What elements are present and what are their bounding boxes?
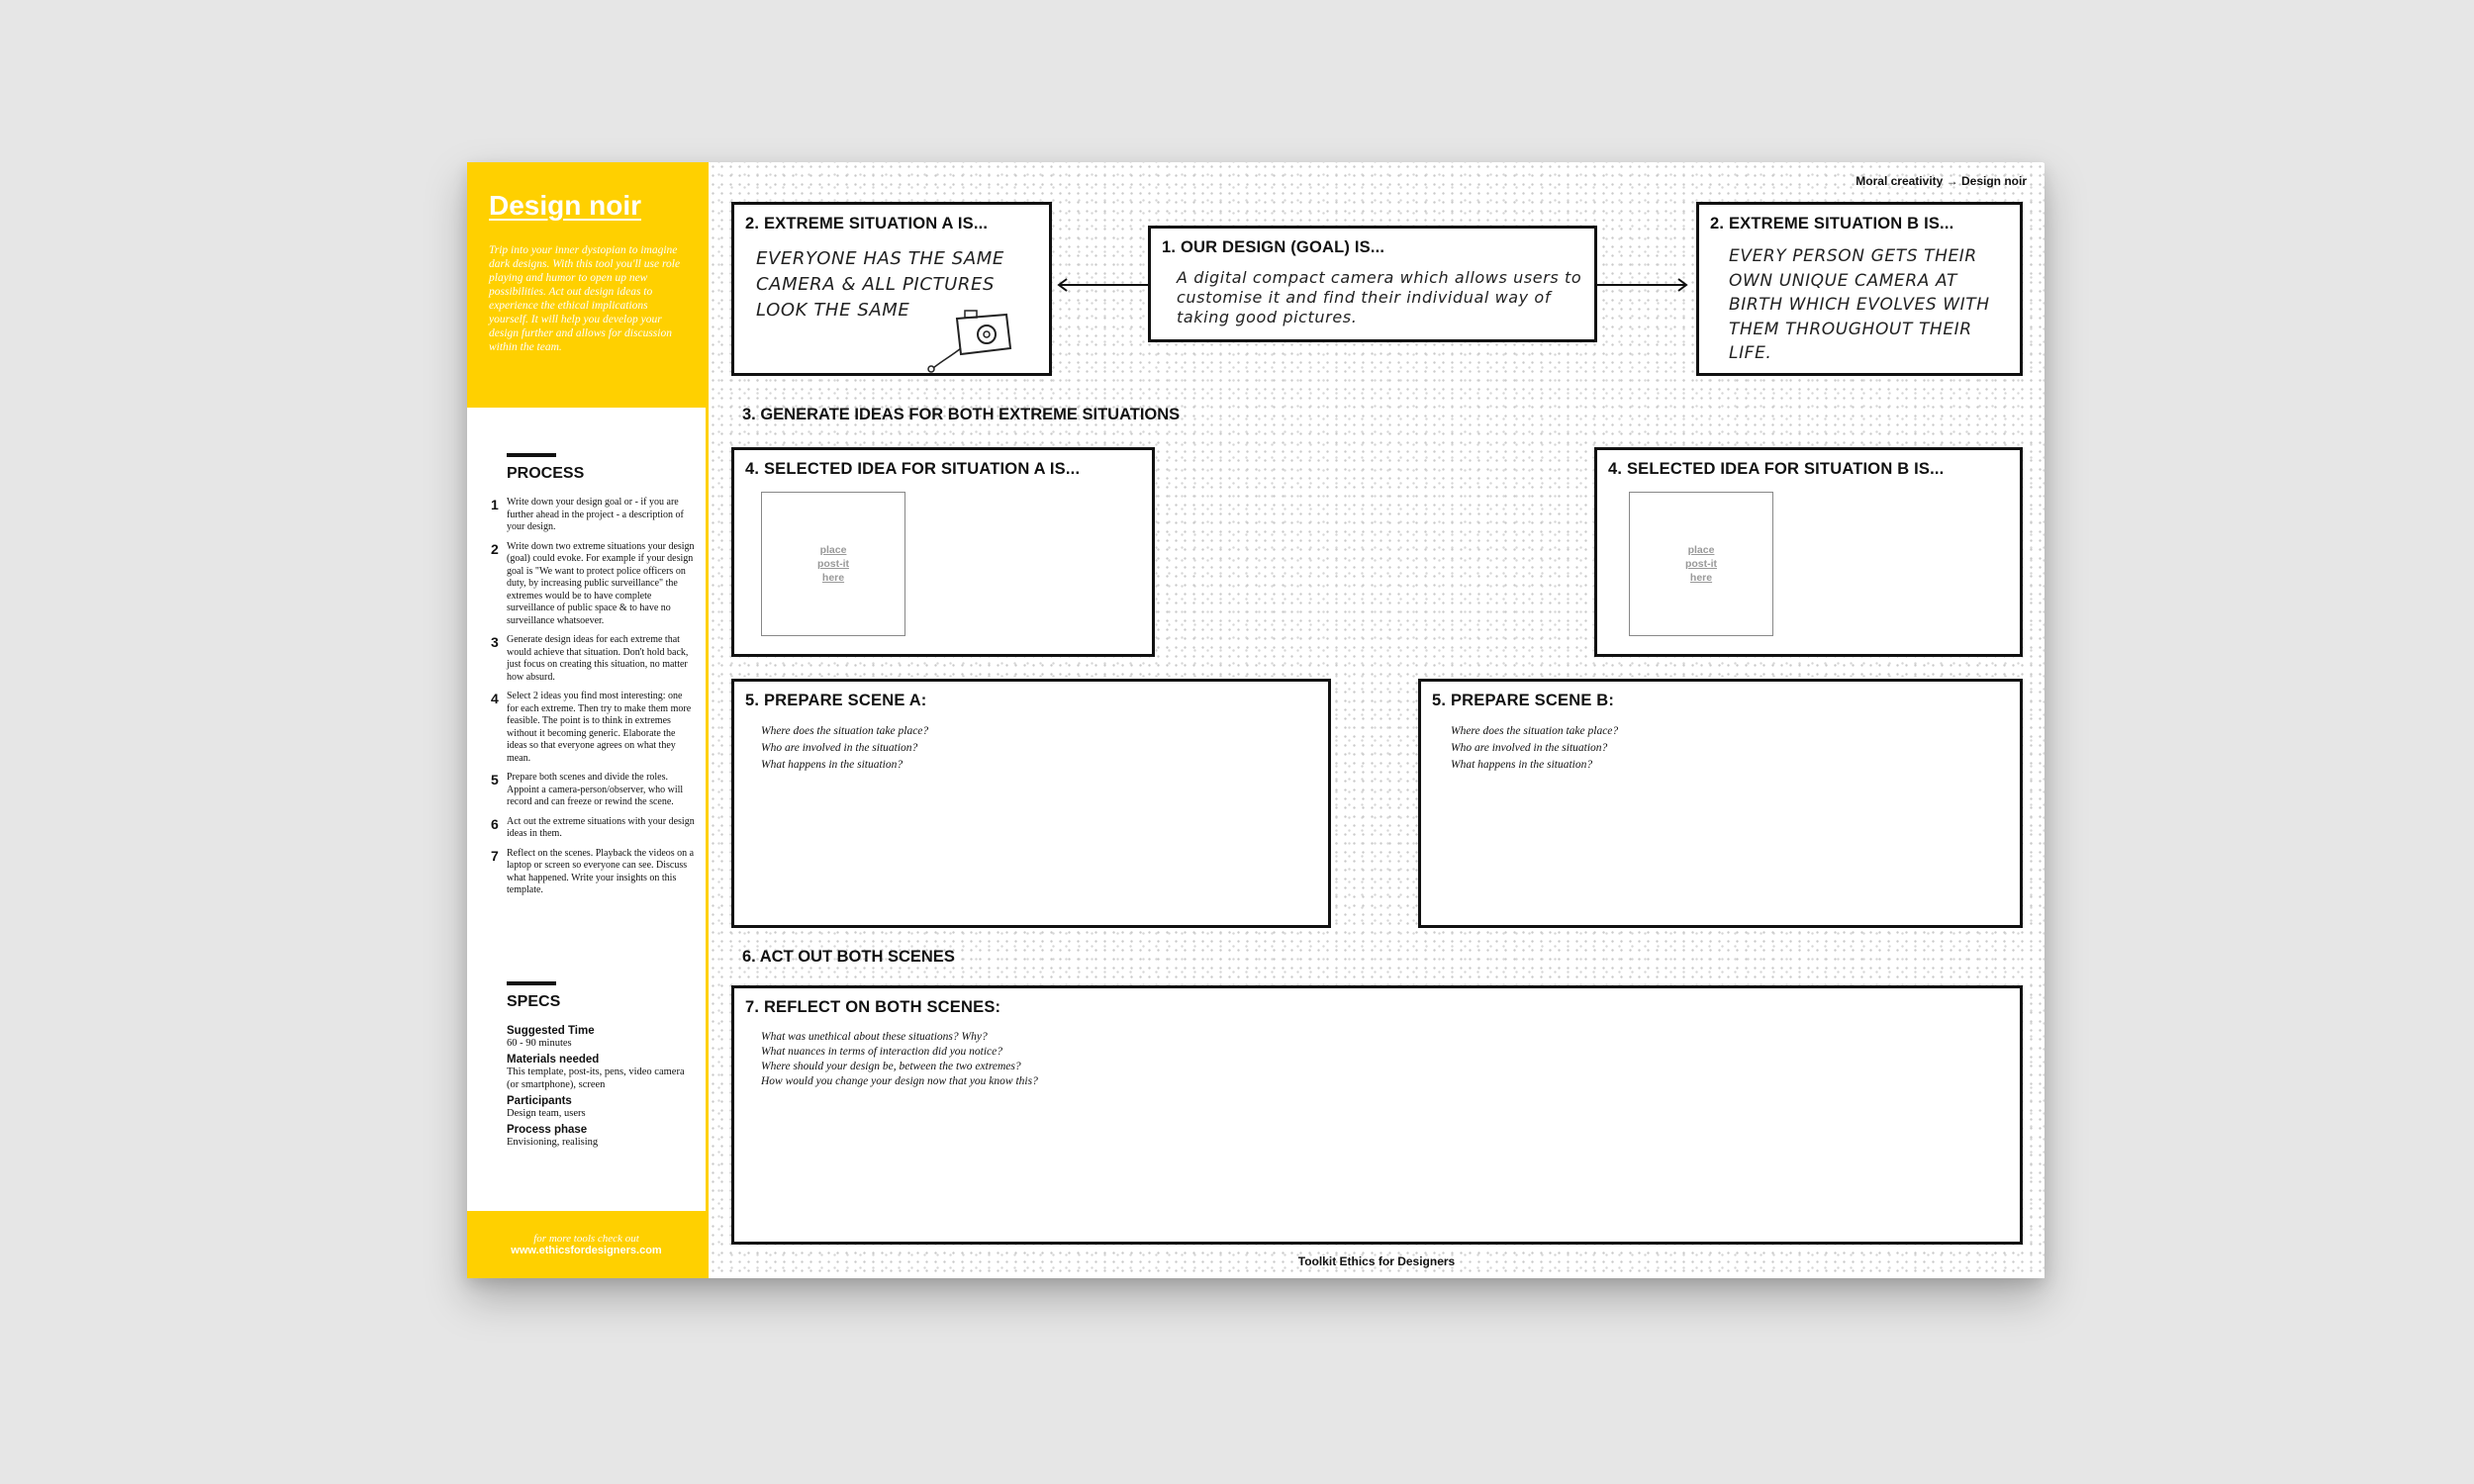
section-rule <box>507 981 556 985</box>
breadcrumb: Moral creativity → Design noir <box>1856 174 2027 188</box>
spec-label: Materials needed <box>507 1054 600 1066</box>
step-number: 4 <box>491 691 499 706</box>
idea-a-title: 4. SELECTED IDEA FOR SITUATION A IS... <box>745 460 1081 478</box>
sidebar-header <box>467 162 706 408</box>
question: Where should your design be, between the two extremes? <box>761 1061 1021 1072</box>
section-rule <box>507 453 556 457</box>
process-heading: PROCESS <box>507 465 585 482</box>
process-step <box>491 848 695 897</box>
postit-placeholder[interactable] <box>761 492 905 636</box>
sidebar <box>467 162 709 1278</box>
step-number: 7 <box>491 847 499 864</box>
step-text: Write down two extreme situations your design (goal) could evoke. For example if your design goal is "We want to protect police officers on duty, by increasing public surveillance" the extremes would be to have complete surveillance of public space & to have no surveillance whatsoever. <box>507 540 695 626</box>
more-tools-text: for more tools check out <box>533 1233 639 1245</box>
question: What was unethical about these situations? Why? <box>761 1031 988 1043</box>
arrow-right-icon <box>709 162 710 163</box>
situation-b-title: 2. EXTREME SITUATION B IS... <box>1710 215 1954 232</box>
specs-heading: SPECS <box>507 993 561 1010</box>
process-step <box>491 691 695 765</box>
design-goal-answer: A digital compact camera which allows users to customise it and find their individual way of taking good pictures. <box>1177 268 1582 326</box>
website-link[interactable]: www.ethicsfordesigners.com <box>511 1245 662 1256</box>
toolkit-footer: Toolkit Ethics for Designers <box>1297 1254 1456 1268</box>
question: Where does the situation take place? <box>761 725 929 737</box>
spec-label: Suggested Time <box>507 1025 595 1037</box>
design-goal-box[interactable] <box>1148 226 1597 342</box>
scene-a-box[interactable] <box>731 679 1331 928</box>
question: Who are involved in the situation? <box>761 742 918 754</box>
step-number: 2 <box>491 540 499 557</box>
process-step <box>491 497 695 534</box>
idea-a-box[interactable] <box>731 447 1155 657</box>
generate-ideas-label: 3. GENERATE IDEAS FOR BOTH EXTREME SITUATIONS <box>742 406 1181 423</box>
reflect-box[interactable] <box>731 985 2023 1245</box>
spec-value: This template, post-its, pens, video camera (or smartphone), screen <box>507 1067 685 1090</box>
step-number: 1 <box>491 497 499 512</box>
tool-title: Design noir <box>489 190 642 221</box>
step-text: Act out the extreme situations with your design ideas in them. <box>507 815 695 839</box>
situation-a-title: 2. EXTREME SITUATION A IS... <box>745 215 989 232</box>
process-step <box>491 541 695 628</box>
step-number: 5 <box>491 772 499 788</box>
question: Who are involved in the situation? <box>1451 742 1608 754</box>
camera-sketch-icon <box>937 309 1016 368</box>
step-text: Generate design ideas for each extreme that would achieve that situation. Don't hold back, just focus on creating this situation, no matter how absurd. <box>507 634 689 683</box>
question: What nuances in terms of interaction did you notice? <box>761 1046 1003 1058</box>
postit-placeholder-text: place post-it here <box>1684 544 1718 584</box>
worksheet <box>467 162 2045 1278</box>
postit-placeholder-text: place post-it here <box>816 544 850 584</box>
question: What happens in the situation? <box>761 759 904 771</box>
tool-intro: Trip into your inner dystopian to imagine dark designs. With this tool you'll use role playing and humor to open up new possibilities. Act out design ideas to experience the ethical implications yourself. It will help you develop your design further and allows for discussion within the team. <box>489 244 681 353</box>
process-section <box>491 453 695 904</box>
idea-b-box[interactable] <box>1594 447 2023 657</box>
scene-b-title: 5. PREPARE SCENE B: <box>1432 692 1615 709</box>
question: What happens in the situation? <box>1451 759 1593 771</box>
specs-section <box>507 981 695 1149</box>
postit-placeholder[interactable] <box>1629 492 1773 636</box>
situation-b-answer: EVERY PERSON GETS THEIR OWN UNIQUE CAMERA AT BIRTH WHICH EVOLVES WITH THEM THROUGHOUT THEIR LIFE. <box>1729 246 1990 363</box>
reflect-questions <box>761 1030 1038 1089</box>
step-text: Reflect on the scenes. Playback the videos on a laptop or screen so everyone can see. Discuss what happened. Write your insights on this template. <box>507 847 695 895</box>
process-step <box>491 634 695 684</box>
scene-b-box[interactable] <box>1418 679 2023 928</box>
process-step <box>491 816 695 841</box>
design-goal-title: 1. OUR DESIGN (GOAL) IS... <box>1162 238 1385 256</box>
step-number: 6 <box>491 815 499 832</box>
sidebar-footer <box>467 1211 706 1278</box>
step-text: Prepare both scenes and divide the roles. Appoint a camera-person/observer, who will record and can freeze or rewind the scene. <box>507 772 684 807</box>
situation-a-box[interactable] <box>731 202 1052 376</box>
act-out-label: 6. ACT OUT BOTH SCENES <box>742 948 955 966</box>
scene-a-questions <box>761 723 928 774</box>
question: Where does the situation take place? <box>1451 725 1619 737</box>
process-step <box>491 772 695 809</box>
situation-a-answer: EVERYONE HAS THE SAME CAMERA & ALL PICTURES LOOK THE SAME <box>756 248 1004 321</box>
reflect-title: 7. REFLECT ON BOTH SCENES: <box>745 998 1001 1016</box>
question: How would you change your design now that you know this? <box>761 1075 1038 1087</box>
situation-b-box[interactable] <box>1696 202 2023 376</box>
scene-a-title: 5. PREPARE SCENE A: <box>745 692 927 709</box>
idea-b-title: 4. SELECTED IDEA FOR SITUATION B IS... <box>1608 460 1945 478</box>
spec-label: Participants <box>507 1095 572 1107</box>
canvas-area <box>709 162 2045 1278</box>
process-steps <box>491 497 695 897</box>
step-number: 3 <box>491 634 499 650</box>
spec-value: Design team, users <box>507 1108 586 1119</box>
step-text: Select 2 ideas you find most interesting: one for each extreme. Then try to make them more feasible. The point is to think in extremes without it becoming generic. Elaborate the ideas so that everyone agrees on what they mean. <box>507 691 692 764</box>
spec-value: 60 - 90 minutes <box>507 1038 572 1049</box>
spec-value: Envisioning, realising <box>507 1137 599 1148</box>
scene-b-questions <box>1451 723 1618 774</box>
spec-label: Process phase <box>507 1124 588 1136</box>
step-text: Write down your design goal or - if you are further ahead in the project - a description of your design. <box>507 497 684 532</box>
